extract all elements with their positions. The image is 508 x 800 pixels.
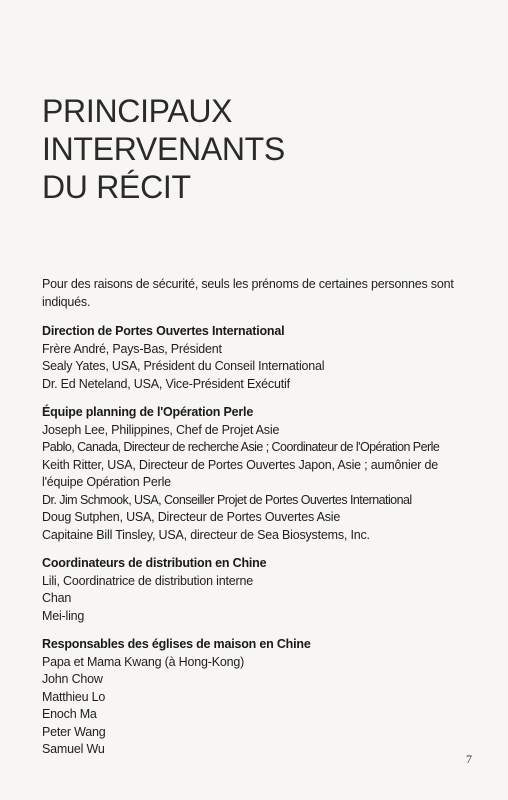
list-item: Capitaine Bill Tinsley, USA, directeur de Sea Biosystems, Inc.: [42, 527, 370, 542]
section-planning-team: [42, 404, 482, 544]
section-heading: Responsables des églises de maison en Chine: [42, 637, 311, 651]
list-item: Dr. Ed Neteland, USA, Vice-Président Exécutif: [42, 376, 290, 391]
section-heading: Direction de Portes Ouvertes International: [42, 324, 285, 338]
section-heading: Coordinateurs de distribution en Chine: [42, 556, 267, 570]
list-item: Mei-ling: [42, 608, 85, 623]
list-item: John Chow: [42, 672, 103, 686]
intro-paragraph: Pour des raisons de sécurité, seuls les prénoms de certaines personnes sont indiqués.: [42, 277, 454, 309]
list-item: Joseph Lee, Philippines, Chef de Projet Asie: [42, 422, 280, 437]
page-title: [42, 92, 472, 206]
list-item: Enoch Ma: [42, 707, 97, 721]
list-item: Papa et Mama Kwang (à Hong-Kong): [42, 654, 245, 669]
section-distribution-coordinators: [42, 555, 482, 625]
section-direction: [42, 323, 482, 393]
list-item: Frère André, Pays-Bas, Président: [42, 341, 222, 356]
list-item: Doug Sutphen, USA, Directeur de Portes Ouvertes Asie: [42, 510, 341, 524]
list-item: Samuel Wu: [42, 742, 105, 756]
list-item: Lili, Coordinatrice de distribution interne: [42, 573, 253, 588]
section-house-church-leaders: [42, 636, 482, 759]
list-item: Chan: [42, 591, 72, 605]
list-item: Peter Wang: [42, 724, 106, 739]
page-number: 7: [466, 752, 472, 766]
list-item: Dr. Jim Schmook, USA, Conseiller Projet de Portes Ouvertes International: [42, 492, 412, 507]
list-item: Keith Ritter, USA, Directeur de Portes Ouvertes Japon, Asie ; aumônier de l'équipe Opération Perle: [42, 457, 439, 489]
list-item: Matthieu Lo: [42, 689, 106, 704]
section-heading: Équipe planning de l'Opération Perle: [42, 405, 254, 419]
list-item: Sealy Yates, USA, Président du Conseil International: [42, 359, 325, 373]
page-title-line-2: DU RÉCIT: [42, 169, 191, 205]
list-item: Pablo, Canada, Directeur de recherche Asie ; Coordinateur de l'Opération Perle: [42, 440, 440, 454]
page-content: [42, 276, 482, 770]
page-title-line-1: PRINCIPAUX INTERVENANTS: [42, 93, 285, 167]
